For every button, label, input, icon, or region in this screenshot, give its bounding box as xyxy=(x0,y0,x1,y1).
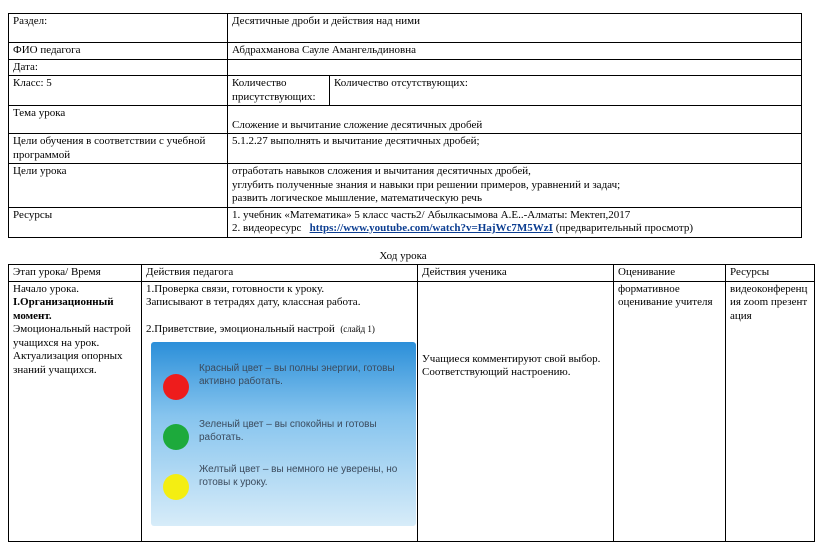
lesson-info-table xyxy=(8,13,802,238)
resource-prefix: 2. видеоресурс xyxy=(232,222,302,234)
teacher-label: ФИО педагога xyxy=(9,43,228,60)
lesson-goal-item: отработать навыков сложения и вычитания десятичных дробей, xyxy=(232,165,531,177)
header-stage: Этап урока/ Время xyxy=(9,265,142,282)
assessment-cell: формативное оценивание учителя xyxy=(614,281,726,541)
goals-program-label: Цели обучения в соответствии с учебной программой xyxy=(9,134,228,164)
header-resources: Ресурсы xyxy=(726,265,815,282)
teacher-step-3-text: 2.Приветствие, эмоциональный настрой xyxy=(146,322,335,335)
teacher-actions-cell xyxy=(142,281,418,541)
date-label: Дата: xyxy=(9,59,228,76)
lesson-progress-table xyxy=(8,264,815,542)
section-caption: Ход урока xyxy=(379,250,427,262)
resource-suffix: (предварительный просмотр) xyxy=(555,222,693,234)
stage-cell xyxy=(9,281,142,541)
resources-value xyxy=(228,207,802,237)
lesson-goals-list xyxy=(228,164,802,208)
date-value xyxy=(228,59,802,76)
youtube-link[interactable]: https://www.youtube.com/watch?v=HajWc7M5WzI xyxy=(309,222,553,234)
slide-reference: (слайд 1) xyxy=(340,323,375,334)
topic-label: Тема урока xyxy=(9,106,228,134)
header-teacher: Действия педагога xyxy=(142,265,418,282)
green-slide-text: Зеленый цвет – вы спокойны и готовы работать. xyxy=(199,419,377,443)
student-text: Учащиеся комментируют свой выбор. Соответствующий настроению. xyxy=(422,352,601,378)
red-circle-icon xyxy=(163,374,189,400)
topic-value: Сложение и вычитание сложение десятичных дробей xyxy=(228,106,802,134)
resource-item: 1. учебник «Математика» 5 класс часть2/ Абылкасымова А.Е..-Алматы: Мектеп,2017 xyxy=(232,208,631,221)
teacher-value: Абдрахманова Сауле Амангельдиновна xyxy=(228,43,802,60)
red-slide-text: Красный цвет – вы полны энергии, готовы активно работать. xyxy=(199,363,395,387)
resources-label: Ресурсы xyxy=(9,207,228,237)
teacher-step-3 xyxy=(146,323,413,337)
section-value: Десятичные дроби и действия над ними xyxy=(228,14,802,43)
yellow-slide-text: Желтый цвет – вы немного не уверены, но готовы к уроку. xyxy=(199,464,398,488)
resources-cell: видеоконференция zoom презентация xyxy=(726,281,815,541)
stage-title: I.Организационный момент. xyxy=(13,296,114,322)
header-assessment: Оценивание xyxy=(614,265,726,282)
stage-description: Эмоциональный настрой учащихся на урок. Актуализация опорных знаний учащихся. xyxy=(13,323,131,376)
absent-label: Количество отсутствующих: xyxy=(330,76,802,106)
teacher-step-1: 1.Проверка связи, готовности к уроку. xyxy=(146,282,325,295)
lesson-goal-item: развить логическое мышление, математическую речь xyxy=(232,192,482,204)
student-actions-cell xyxy=(418,281,614,541)
lesson-goal-item: углубить полученные знания и навыки при решении примеров, уравнений и задач; xyxy=(232,178,621,191)
class-label: Класс: 5 xyxy=(9,76,228,106)
goals-program-value: 5.1.2.27 выполнять и вычитание десятичных дробей; xyxy=(228,134,802,164)
lesson-goals-label: Цели урока xyxy=(9,164,228,208)
yellow-circle-icon xyxy=(163,474,189,500)
section-label: Раздел: xyxy=(9,14,228,43)
green-circle-icon xyxy=(163,424,189,450)
mood-slide xyxy=(151,342,416,526)
present-label: Количество присутствующих: xyxy=(228,76,330,106)
header-student: Действия ученика xyxy=(418,265,614,282)
resource-item xyxy=(232,222,797,236)
stage-start: Начало урока. xyxy=(13,282,79,295)
teacher-step-2: Записывают в тетрадях дату, классная работа. xyxy=(146,296,361,308)
